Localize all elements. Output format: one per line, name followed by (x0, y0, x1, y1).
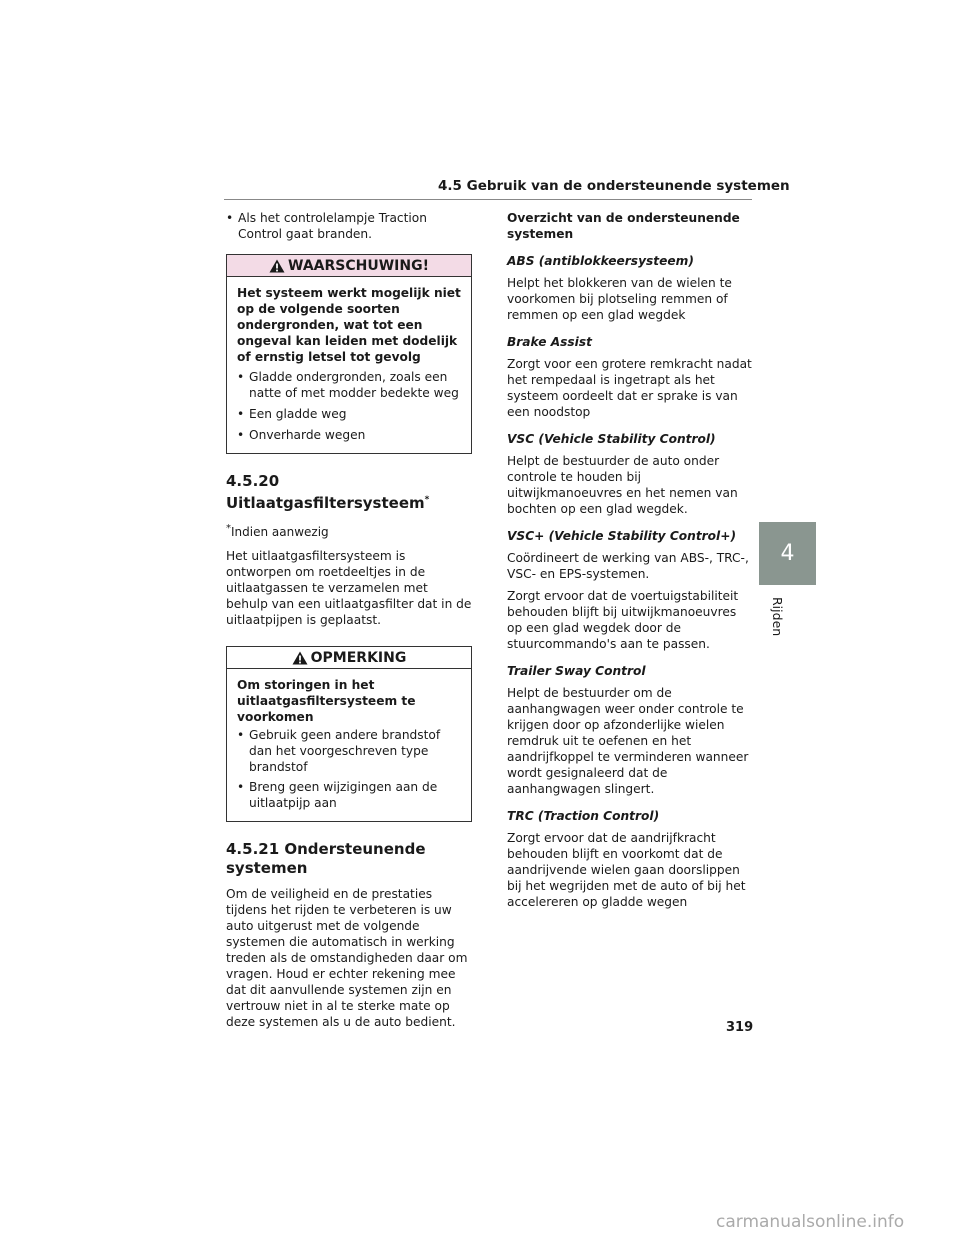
system-description: Coördineert de werking van ABS-, TRC-, VSC- en EPS-systemen. (507, 551, 749, 581)
note-header (227, 647, 471, 669)
note-lead: Om storingen in het uitlaatgasfiltersysteem te voorkomen (237, 678, 416, 724)
caution-triangle-icon (292, 651, 308, 665)
section-title-4-5-20: 4.5.20 Uitlaatgasfiltersysteem* (226, 472, 430, 512)
system-description: Zorgt ervoor dat de voertuigstabiliteit behouden blijft bij uitwijkmanoeuvres op een glad wegdek door de stuurcommando's aan te passen. (507, 589, 739, 651)
header-rule (224, 199, 752, 200)
system-name: Trailer Sway Control (507, 664, 646, 678)
chapter-label: Rijden (770, 597, 785, 637)
availability-footnote: *Indien aanwezig (226, 523, 329, 539)
warning-item: • Onverharde wegen (237, 427, 461, 443)
right-column (507, 210, 753, 921)
left-column (226, 210, 472, 1041)
note-title: OPMERKING (310, 649, 407, 666)
page-number: 319 (726, 1020, 754, 1035)
system-description: Helpt de bestuurder om de aanhangwagen weer onder controle te krijgen door op afzonderlijke wielen remdruk uit te oefenen en het aandrijfkoppel te verminderen wanneer wordt gesignaleerd dat de aanhangwagen slingert. (507, 686, 749, 796)
warning-lead: Het systeem werkt mogelijk niet op de volgende soorten ondergronden, wat tot een ongeval kan leiden met dodelijk of ernstig letsel tot gevolg (237, 286, 461, 364)
section-4-5-21-body: Om de veiligheid en de prestaties tijdens het rijden te verbeteren is uw auto uitgerust met de volgende systemen die automatisch in werking treden als de omstandigheden daar om vragen. Houd er echter rekening mee dat dit aanvullende systemen zijn en vertrouw niet in al te sterke mate op deze systemen als u de auto bedient. (226, 887, 468, 1029)
section-title-4-5-21: 4.5.21 Ondersteunende systemen (226, 840, 426, 877)
section-4-5-20-body: Het uitlaatgasfiltersysteem is ontworpen om roetdeeltjes in de uitlaatgassen te verzamelen met behulp van een uitlaatgasfilter dat in de uitlaatpijpen is geplaatst. (226, 549, 472, 627)
note-item: • Breng geen wijzigingen aan de uitlaatpijp aan (237, 779, 461, 811)
warning-header (227, 255, 471, 277)
chapter-tab: 4 (759, 522, 816, 585)
warning-title: WAARSCHUWING! (288, 257, 429, 274)
system-description: Zorgt voor een grotere remkracht nadat het rempedaal is ingetrapt als het systeem oordeelt dat er sprake is van een noodstop (507, 357, 752, 419)
warning-triangle-icon (269, 259, 285, 273)
running-header: 4.5 Gebruik van de ondersteunende systemen (438, 178, 790, 194)
overview-heading: Overzicht van de ondersteunende systemen (507, 211, 740, 241)
intro-bullet: • Als het controlelampje Traction Control gaat branden. (226, 210, 472, 242)
system-name: Brake Assist (507, 335, 592, 349)
system-name: VSC+ (Vehicle Stability Control+) (507, 529, 737, 543)
note-box (226, 646, 472, 822)
system-description: Zorgt ervoor dat de aandrijfkracht behouden blijft en voorkomt dat de aandrijvende wielen gaan doorslippen bij het wegrijden met de auto of bij het accelereren op gladde wegen (507, 831, 746, 909)
watermark: carmanualsonline.info (716, 1212, 905, 1232)
note-item: • Gebruik geen andere brandstof dan het voorgeschreven type brandstof (237, 727, 461, 775)
system-name: TRC (Traction Control) (507, 809, 660, 823)
system-description: Helpt de bestuurder de auto onder controle te houden bij uitwijkmanoeuvres en het nemen van bochten op een glad wegdek. (507, 454, 738, 516)
system-name: ABS (antiblokkeersysteem) (507, 254, 694, 268)
system-description: Helpt het blokkeren van de wielen te voorkomen bij plotseling remmen of remmen op een glad wegdek (507, 276, 732, 322)
warning-item: • Gladde ondergronden, zoals een natte of met modder bedekte weg (237, 369, 461, 401)
warning-box (226, 254, 472, 454)
system-name: VSC (Vehicle Stability Control) (507, 432, 716, 446)
warning-item: • Een gladde weg (237, 406, 461, 422)
